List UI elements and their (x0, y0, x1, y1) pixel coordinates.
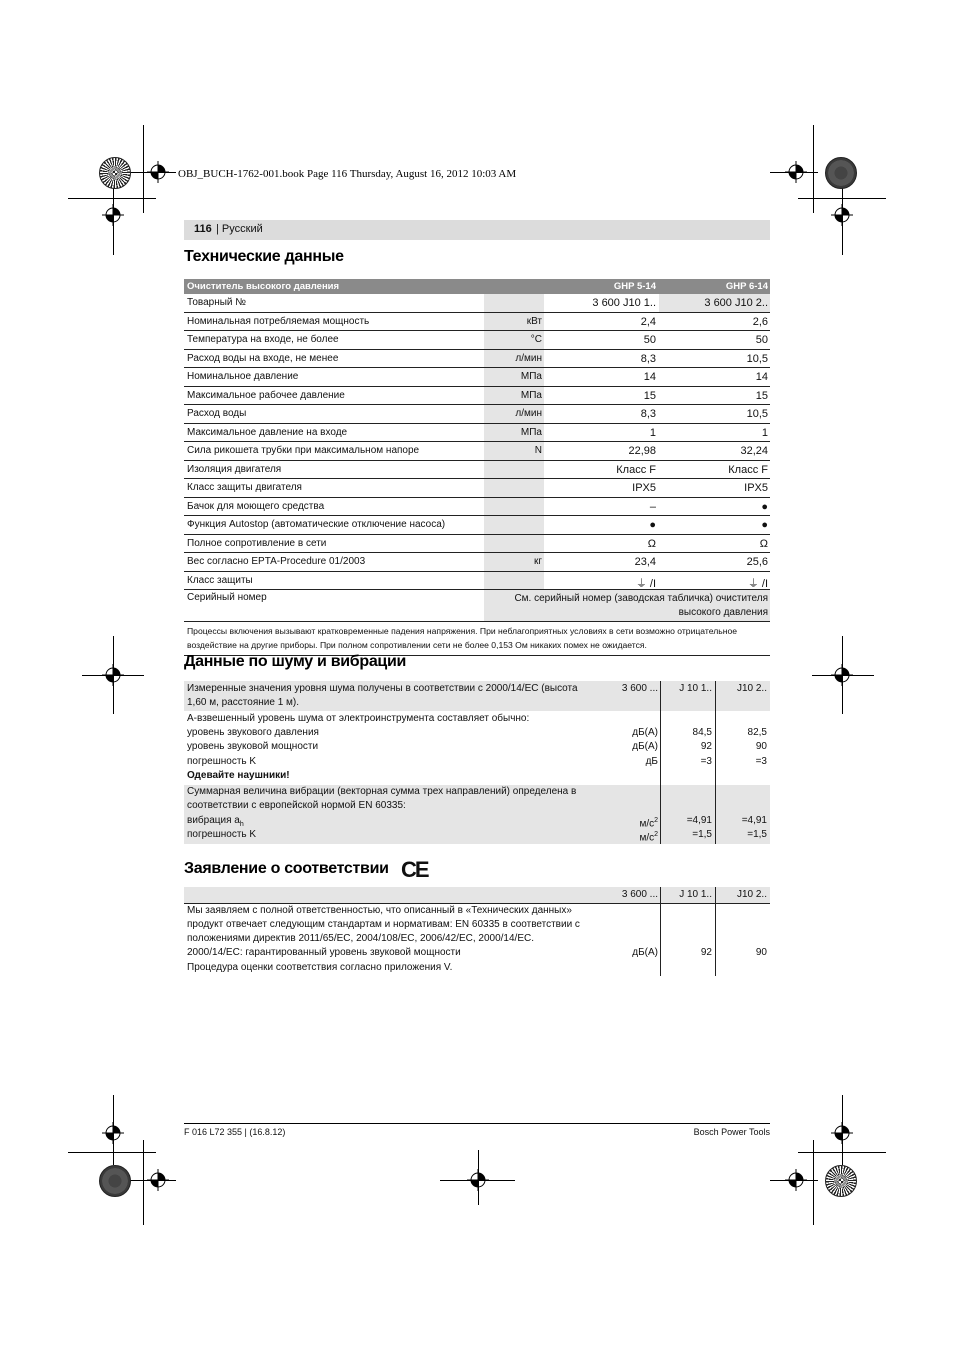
color-bar-rosette-icon (99, 1165, 131, 1197)
footer-right: Bosch Power Tools (693, 1127, 770, 1137)
tech-row-label: Расход воды (187, 408, 247, 419)
tech-row-value-1: 23,4 (634, 556, 656, 568)
noise-row-label: уровень звуковой мощности (187, 741, 319, 752)
tech-row-value-2: ⏚ /I (747, 577, 768, 590)
conformity-v1: 92 (700, 947, 712, 958)
noise-row-v1: 84,5 (692, 727, 712, 738)
tech-row (184, 424, 770, 443)
conformity-text-5: Процедура оценки соответствия согласно приложения V. (187, 962, 453, 973)
tech-row-value-2: 3 600 J10 2.. (704, 297, 768, 309)
conformity-unit: дБ(A) (632, 947, 658, 958)
tech-row-value-2: 15 (755, 389, 768, 402)
tech-row-label: Номинальная потребляемая мощность (187, 315, 370, 327)
tech-head-model2: GHP 6-14 (725, 281, 768, 292)
tech-row (184, 368, 770, 387)
tech-row-value-1: 2,4 (640, 315, 656, 328)
tech-row-label: Максимальное давление на входе (187, 426, 348, 438)
conformity-col-2: J 10 1.. (679, 889, 712, 900)
tech-table (184, 279, 770, 656)
registration-target-icon (102, 204, 124, 226)
tech-row-label: Функция Autostop (автоматические отключение насоса) (187, 519, 446, 530)
footer-left: F 016 L72 355 | (16.8.12) (184, 1127, 286, 1137)
tech-row-label: Класс защиты двигателя (187, 482, 302, 493)
noise-row-v2: =3 (755, 756, 767, 767)
tech-row (184, 553, 770, 572)
tech-row (184, 331, 770, 350)
conformity-v2: 90 (755, 947, 767, 958)
vib-row-label: погрешность K (187, 829, 257, 840)
tech-row-value-2: 10,5 (746, 352, 768, 365)
conformity-table (184, 887, 770, 976)
registration-target-icon (831, 664, 853, 686)
tech-row (184, 387, 770, 406)
tech-row-serial (184, 590, 770, 621)
tech-row-value-2: 1 (761, 426, 768, 439)
conformity-col-3: J10 2.. (736, 889, 767, 900)
noise-row-v2: 82,5 (747, 727, 767, 738)
tech-row-unit: кг (533, 556, 542, 567)
noise-row-v1: 92 (700, 741, 712, 752)
print-header: OBJ_BUCH-1762-001.book Page 116 Thursday, August 16, 2012 10:03 AM (178, 168, 517, 180)
tech-row-unit: МПа (520, 389, 542, 401)
tech-row-label: Полное сопротивление в сети (187, 537, 327, 549)
registration-target-icon (831, 1122, 853, 1144)
registration-target-icon (102, 1122, 124, 1144)
tech-row-value-2: 50 (755, 334, 768, 346)
vib-row-unit: $м/с^2$ (639, 831, 658, 844)
noise-intro-line-1: Измеренные значения уровня шума получены в соответствии с 2000/14/EC (высота (187, 683, 578, 694)
tech-row (184, 572, 770, 591)
tech-row (184, 461, 770, 480)
tech-row-label: Товарный № (187, 297, 247, 308)
registration-target-icon (147, 161, 169, 183)
noise-title: Данные по шуму и вибрации (184, 653, 407, 670)
tech-row-unit: кВт (526, 315, 542, 327)
noise-intro-line-2: 1,60 м, расстояние 1 м). (187, 697, 300, 708)
vib-text-line-1: Суммарная величина вибрации (векторная сумма трех направлений) определена в (187, 786, 577, 797)
tech-row-label: Максимальное рабочее давление (187, 389, 345, 401)
vib-row-v1: =1,5 (692, 829, 712, 840)
noise-col-2: J 10 1.. (679, 683, 712, 694)
tech-table-header (184, 279, 770, 294)
tech-row-value-1: 50 (643, 334, 656, 346)
registration-target-icon (102, 664, 124, 686)
tech-row-label: Класс защиты (187, 574, 253, 586)
tech-row-value-2: ● (761, 519, 768, 531)
tech-serial-value: См. серийный номер (заводская табличка) очистителя высокого давления (514, 593, 768, 618)
tech-row-value-1: Ω (647, 537, 656, 550)
vib-row-v2: =1,5 (747, 829, 767, 840)
tech-row-value-1: 14 (643, 371, 656, 383)
tech-row-label: Номинальное давление (187, 371, 299, 382)
page-number: 116 (194, 223, 212, 235)
tech-row-unit: л/мин (515, 352, 542, 364)
tech-row (184, 535, 770, 554)
vib-row-v1: =4,91 (686, 815, 712, 826)
tech-row-label: Бачок для моющего средства (187, 500, 325, 512)
tech-row (184, 442, 770, 461)
tech-row-value-1: 1 (649, 426, 656, 439)
tech-row-value-1: 15 (643, 389, 656, 402)
tech-row-value-1: – (649, 500, 656, 513)
tech-row-label: Расход воды на входе, не менее (187, 352, 339, 364)
conformity-title: Заявление о соответствии (184, 860, 389, 877)
color-bar-rosette-icon (99, 157, 131, 189)
conformity-text-4: 2000/14/EC: гарантированный уровень звуковой мощности (187, 947, 461, 958)
noise-row-unit: дБ (645, 756, 658, 767)
tech-head-label: Очиститель высокого давления (187, 281, 340, 292)
tech-row (184, 479, 770, 498)
noise-col-1: 3 600 ... (621, 683, 658, 694)
noise-row-v2: 90 (755, 741, 767, 752)
tech-row-unit: л/мин (515, 408, 542, 419)
tech-row-label: Температура на входе, не более (187, 334, 339, 345)
footer-rule (184, 1123, 770, 1124)
tech-serial-label: Серийный номер (187, 592, 267, 603)
color-bar-rosette-icon (825, 157, 857, 189)
registration-target-icon (785, 1169, 807, 1191)
conformity-text-2: продукт отвечает следующим стандартам и нормативам: EN 60335 в соответствии с (187, 919, 580, 930)
tech-row-value-2: 25,6 (746, 556, 768, 568)
tech-row-value-2: 14 (755, 371, 768, 383)
tech-row-unit: °C (530, 334, 542, 345)
tech-note: Процессы включения вызывают кратковременные падения напряжения. При неблагоприятных условиях в сети возможно отрицательное воздействие на другие приборы. При полном сопротивлении сети не более 0,153 Ом никаких помех не ожидается. (184, 621, 770, 656)
noise-a-weighted: А-взвешенный уровень шума от электроинструмента составляет обычно: (187, 713, 530, 724)
tech-row-value-1: ● (649, 519, 656, 531)
tech-row (184, 313, 770, 332)
tech-row-value-2: 10,5 (746, 408, 768, 420)
conformity-text-1: Мы заявляем с полной ответственностью, что описанный в «Технических данных» (187, 905, 572, 916)
vib-row-unit: $м/с^2$ (639, 817, 658, 830)
color-bar-rosette-icon (825, 1165, 857, 1197)
ce-mark-icon: CE (401, 857, 428, 882)
conformity-col-1: 3 600 ... (621, 889, 658, 900)
vib-row-v2: =4,91 (741, 815, 767, 826)
page-language: | Русский (216, 223, 263, 235)
tech-row-unit: N (534, 445, 542, 456)
tech-row-value-1: 8,3 (640, 408, 656, 420)
tech-row-value-1: IPX5 (632, 482, 656, 494)
tech-row-value-2: Класс F (728, 463, 768, 476)
tech-row (184, 350, 770, 369)
vib-text-line-2: соответствии с европейской нормой EN 60335: (187, 800, 406, 811)
tech-row-value-1: Класс F (616, 463, 656, 476)
noise-row-label: уровень звукового давления (187, 727, 319, 738)
tech-row-value-1: 3 600 J10 1.. (592, 297, 656, 309)
conformity-text-3: положениями директив 2011/65/EC, 2004/108/EC, 2006/42/EC, 2000/14/EC. (187, 933, 534, 944)
tech-row-value-2: 2,6 (752, 315, 768, 328)
tech-row-value-1: ⏚ /I (635, 577, 656, 590)
tech-row-value-2: Ω (759, 537, 768, 550)
tech-row-value-1: 22,98 (628, 445, 656, 457)
tech-row-label: Вес согласно EPTA-Procedure 01/2003 (187, 556, 366, 567)
noise-row-label: погрешность K (187, 756, 257, 767)
tech-row (184, 294, 770, 313)
tech-row-value-2: IPX5 (744, 482, 768, 494)
registration-target-icon (147, 1169, 169, 1191)
noise-row-unit: дБ(A) (632, 741, 658, 752)
tech-row-label: Изоляция двигателя (187, 463, 282, 475)
registration-target-icon (831, 204, 853, 226)
noise-col-3: J10 2.. (736, 683, 767, 694)
page-header-bar (184, 220, 770, 240)
tech-row (184, 498, 770, 517)
tech-row (184, 405, 770, 424)
registration-target-icon (785, 161, 807, 183)
tech-row-label: Сила рикошета трубки при максимальном напоре (187, 445, 420, 456)
vib-row-label: вибрация $a_h$ (187, 815, 244, 828)
noise-row-unit: дБ(A) (632, 727, 658, 738)
tech-row (184, 516, 770, 535)
tech-head-model1: GHP 5-14 (613, 281, 656, 292)
registration-target-icon (467, 1169, 489, 1191)
tech-row-value-1: 8,3 (640, 352, 656, 365)
noise-row-v1: =3 (700, 756, 712, 767)
tech-row-unit: МПа (520, 426, 542, 438)
tech-row-value-2: ● (761, 500, 768, 513)
noise-table (184, 681, 770, 844)
tech-row-value-2: 32,24 (740, 445, 768, 457)
tech-row-unit: МПа (520, 371, 542, 382)
noise-warning: Одевайте наушники! (187, 770, 290, 781)
tech-title: Технические данные (184, 248, 344, 265)
